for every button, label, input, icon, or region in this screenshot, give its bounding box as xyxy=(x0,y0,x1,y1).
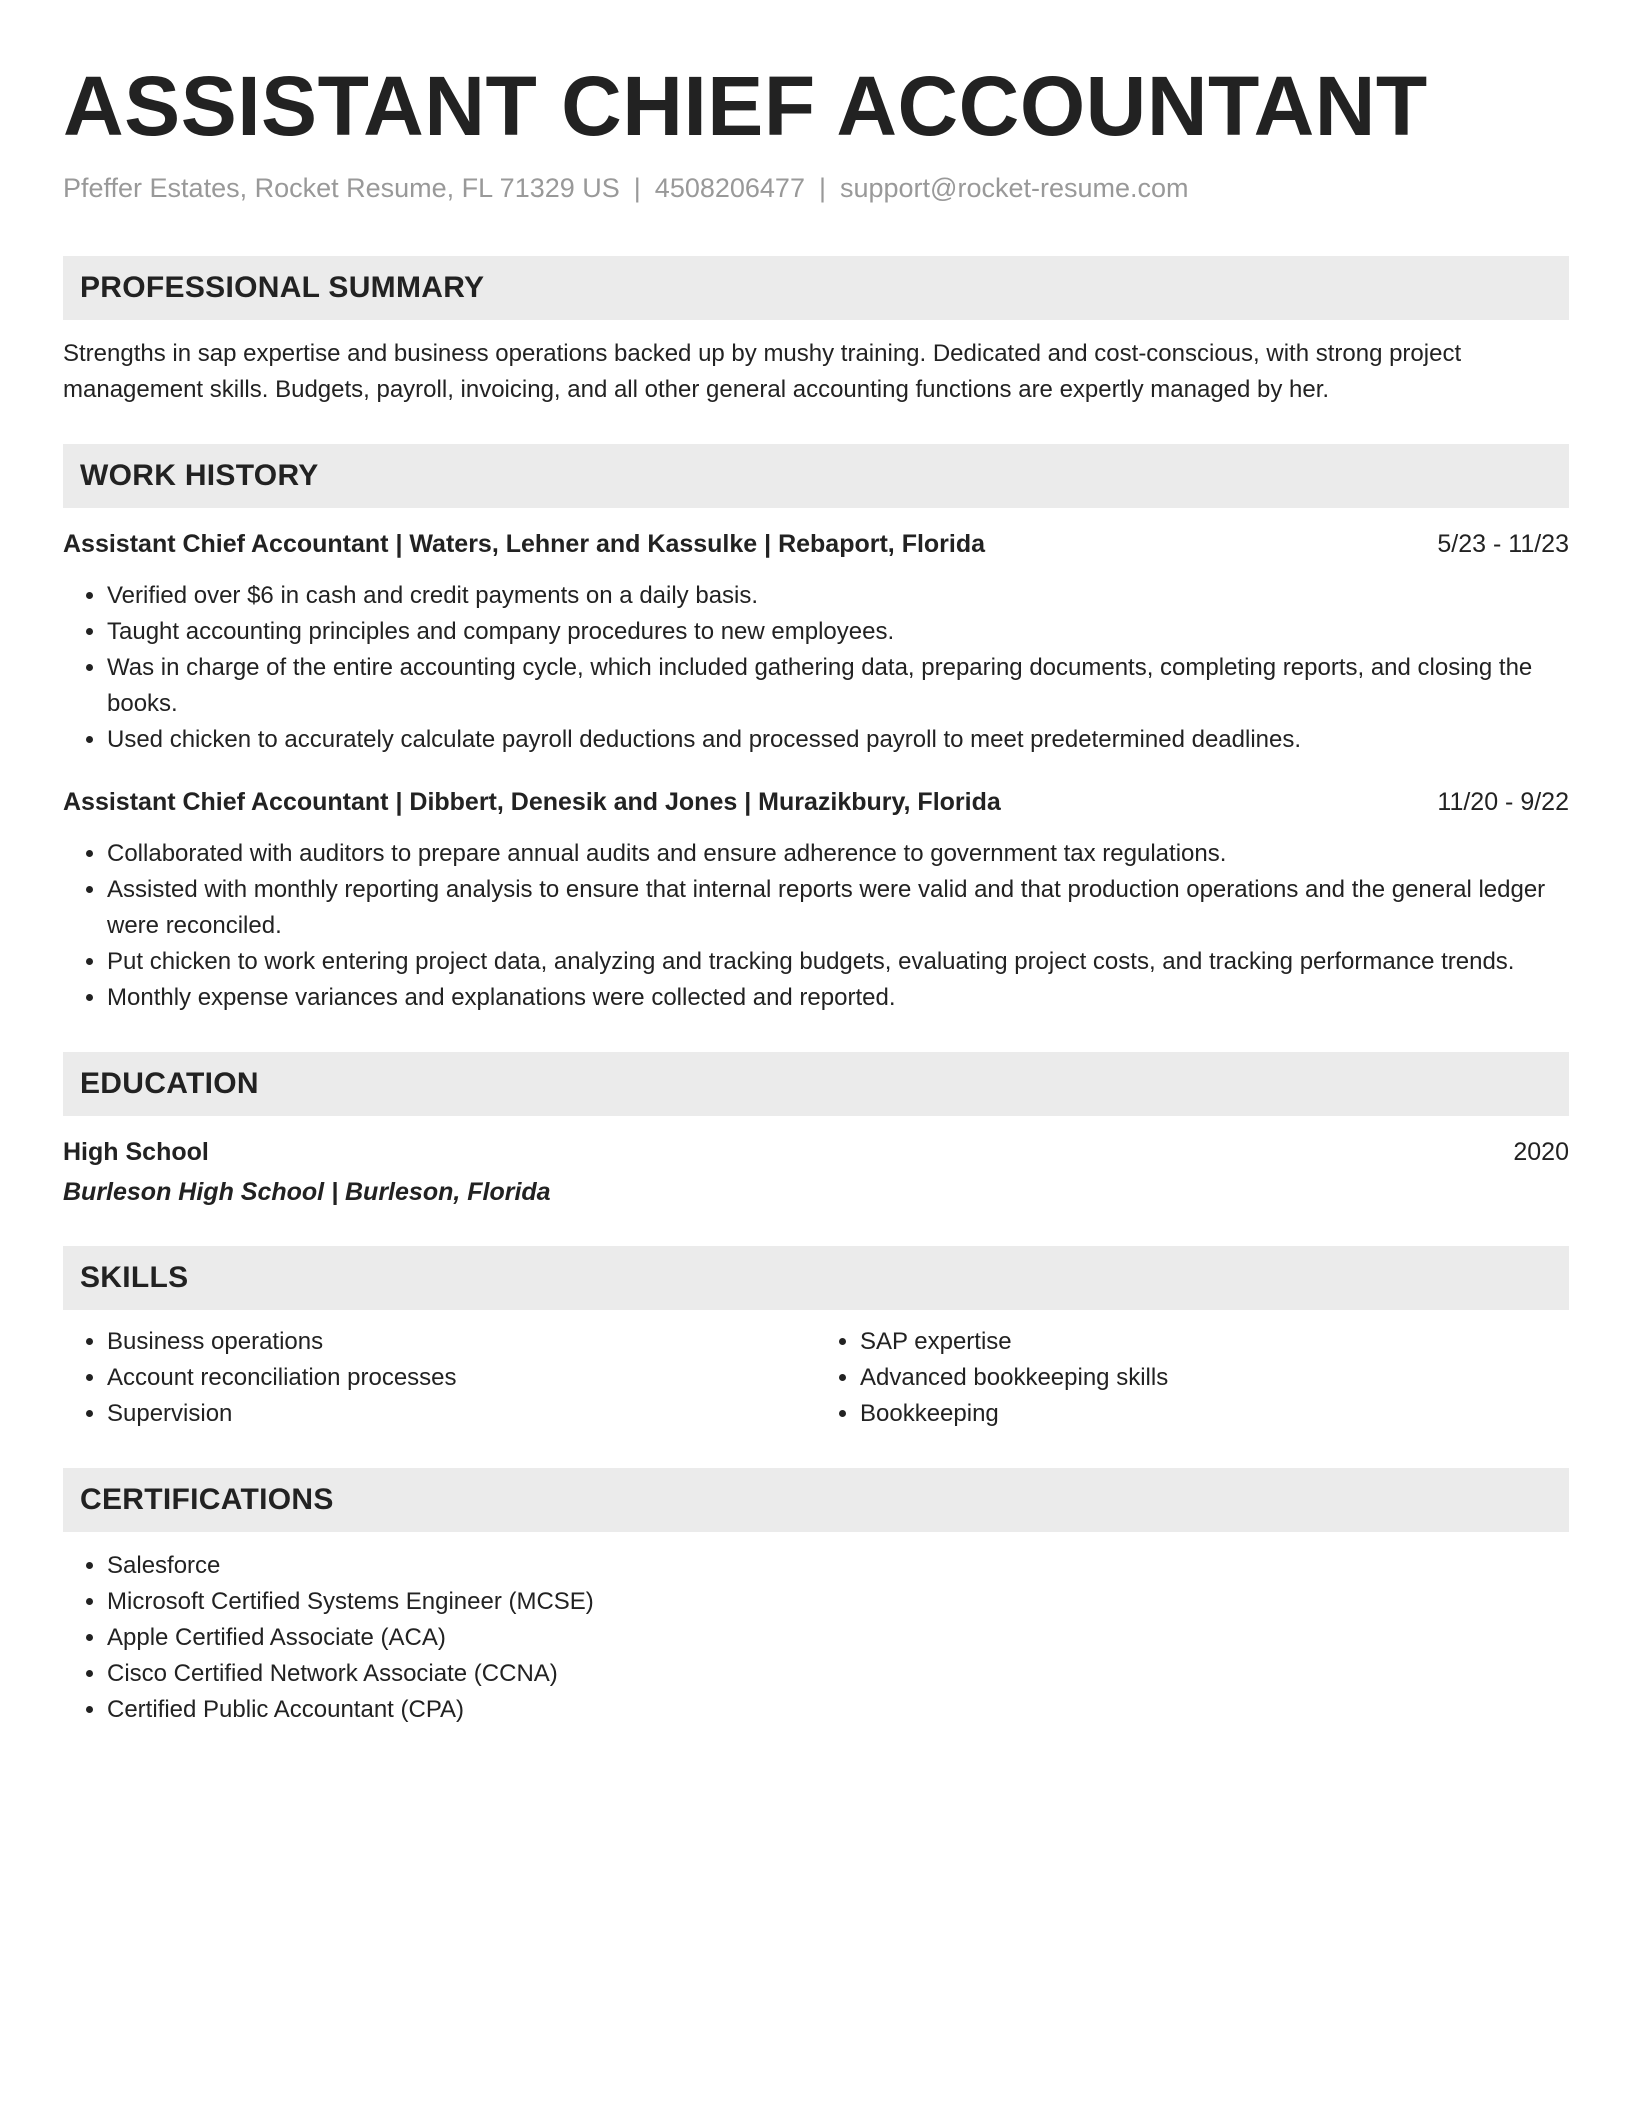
contact-email: support@rocket-resume.com xyxy=(839,173,1189,203)
job-bullet: • Taught accounting principles and company procedures to new employees. xyxy=(107,614,1569,650)
section-heading-certifications: CERTIFICATIONS xyxy=(63,1468,1569,1532)
contact-separator: | xyxy=(818,173,826,203)
education-row xyxy=(63,1134,1569,1170)
skills-grid xyxy=(63,1324,1569,1432)
job-bullet: • Put chicken to work entering project data, analyzing and tracking budgets, evaluating project costs, and tracking performance trends. xyxy=(107,944,1569,980)
job-bullet: • Was in charge of the entire accounting cycle, which included gathering data, preparing documents, completing reports, and closing the books. xyxy=(107,650,1569,722)
skill-item: • Advanced bookkeeping skills xyxy=(860,1360,1569,1396)
contact-address: Pfeffer Estates, Rocket Resume, FL 71329 US xyxy=(63,173,620,203)
certifications-list xyxy=(63,1548,1569,1728)
job-bullet: • Assisted with monthly reporting analysis to ensure that internal reports were valid and that production operations and the general ledger were reconciled. xyxy=(107,872,1569,944)
skill-item: • Bookkeeping xyxy=(860,1396,1569,1432)
certification-item: • Apple Certified Associate (ACA) xyxy=(107,1620,1569,1656)
education-degree: High School xyxy=(63,1138,209,1166)
job-entry xyxy=(63,784,1569,1016)
education-school: Burleson High School | Burleson, Florida xyxy=(63,1178,551,1206)
section-heading-education: EDUCATION xyxy=(63,1052,1569,1116)
skills-list-left xyxy=(63,1324,816,1432)
contact-phone: 4508206477 xyxy=(654,173,805,203)
skill-item: • Business operations xyxy=(107,1324,816,1360)
summary-text: Strengths in sap expertise and business operations backed up by mushy training. Dedicated and cost-conscious, with strong project management skills. Budgets, payroll, invoicing, and all other general accounting functions are expertly managed by her. xyxy=(63,340,1462,403)
job-bullet: • Verified over $6 in cash and credit payments on a daily basis. xyxy=(107,578,1569,614)
job-bullet-list xyxy=(63,578,1569,758)
contact-separator: | xyxy=(633,173,641,203)
job-bullet: • Monthly expense variances and explanations were collected and reported. xyxy=(107,980,1569,1016)
job-header xyxy=(63,526,1569,562)
certification-item: • Certified Public Accountant (CPA) xyxy=(107,1692,1569,1728)
job-header xyxy=(63,784,1569,820)
job-title: Assistant Chief Accountant | Dibbert, Denesik and Jones | Murazikbury, Florida xyxy=(63,788,1001,816)
job-title: Assistant Chief Accountant | Waters, Lehner and Kassulke | Rebaport, Florida xyxy=(63,530,986,558)
section-heading-skills: SKILLS xyxy=(63,1246,1569,1310)
skill-item: • SAP expertise xyxy=(860,1324,1569,1360)
job-entry xyxy=(63,526,1569,758)
certification-item: • Cisco Certified Network Associate (CCNA) xyxy=(107,1656,1569,1692)
job-bullet: • Collaborated with auditors to prepare annual audits and ensure adherence to government tax regulations. xyxy=(107,836,1569,872)
job-bullet: • Used chicken to accurately calculate payroll deductions and processed payroll to meet predetermined deadlines. xyxy=(107,722,1569,758)
section-heading-summary: PROFESSIONAL SUMMARY xyxy=(63,256,1569,320)
job-bullet-list xyxy=(63,836,1569,1016)
education-year: 2020 xyxy=(1513,1138,1569,1166)
certification-item: • Salesforce xyxy=(107,1548,1569,1584)
contact-line xyxy=(63,170,1569,206)
skills-list-right xyxy=(816,1324,1569,1432)
skill-item: • Account reconciliation processes xyxy=(107,1360,816,1396)
resume-name-title: ASSISTANT CHIEF ACCOUNTANT xyxy=(63,59,1428,153)
job-dates: 5/23 - 11/23 xyxy=(1437,530,1569,558)
skill-item: • Supervision xyxy=(107,1396,816,1432)
section-heading-work-history: WORK HISTORY xyxy=(63,444,1569,508)
job-dates: 11/20 - 9/22 xyxy=(1437,788,1569,816)
certification-item: • Microsoft Certified Systems Engineer (MCSE) xyxy=(107,1584,1569,1620)
